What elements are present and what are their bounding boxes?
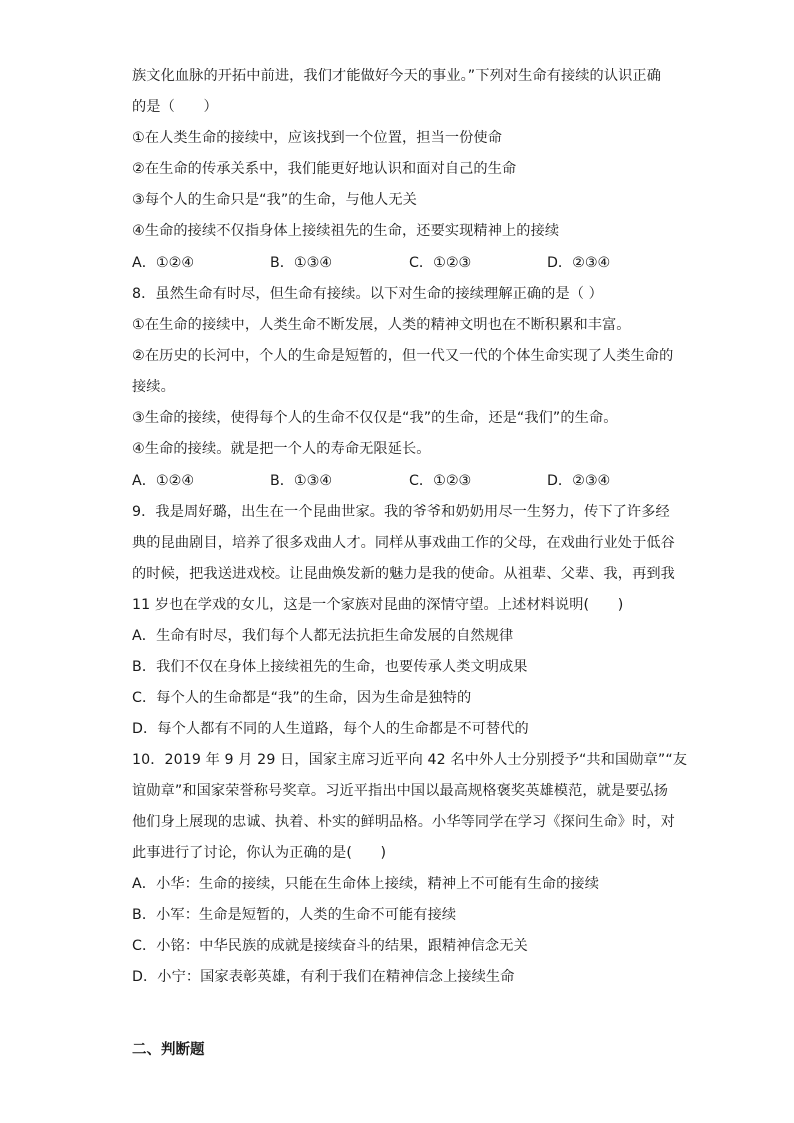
q8-stem: 8．虽然生命有时尽，但生命有接续。以下对生命的接续理解正确的是（ ）	[132, 286, 603, 302]
q7-option-d: D．②③④	[547, 255, 611, 271]
q8-option-c: C．①②③	[409, 473, 472, 489]
q10-choice-a: A．小华：生命的接续，只能在生命体上接续，精神上不可能有生命的接续	[132, 876, 600, 892]
q8-item-2: ②在历史的长河中，个人的生命是短暂的，但一代又一代的个体生命实现了人类生命的	[132, 348, 674, 364]
q10-stem-line-4: 此事进行了讨论，你认为正确的是( )	[132, 845, 387, 861]
q8-option-a: A．①②④	[132, 473, 195, 489]
q10-choice-d: D．小宁：国家表彰英雄，有利于我们在精神信念上接续生命	[132, 969, 515, 985]
q8-option-b: B．①③④	[270, 473, 333, 489]
q7-item-3: ③每个人的生命只是“我”的生命，与他人无关	[132, 192, 417, 208]
q8-item-1: ①在生命的接续中，人类生命不断发展，人类的精神文明也在不断积累和丰富。	[132, 317, 631, 333]
q9-choice-c: C．每个人的生命都是“我”的生命，因为生命是独特的	[132, 690, 472, 706]
q10-stem-line-3: 他们身上展现的忠诚、执着、朴实的鲜明品格。小华等同学在学习《探问生命》时，对	[132, 814, 675, 830]
q7-stem-cont: 族文化血脉的开拓中前进，我们才能做好今天的事业。”下列对生命有接续的认识正确	[132, 68, 661, 84]
q9-choice-b: B．我们不仅在身体上接续祖先的生命，也要传承人类文明成果	[132, 659, 528, 675]
q8-item-2-cont: 接续。	[132, 379, 175, 395]
q7-option-c: C．①②③	[409, 255, 472, 271]
q7-option-a: A．①②④	[132, 255, 195, 271]
q10-stem-line-1: 10．2019 年 9 月 29 日，国家主席习近平向 42 名中外人士分别授予“共和国勋章”“友	[132, 752, 688, 768]
q9-stem-line-4: 11 岁也在学戏的女儿，这是一个家族对昆曲的深情守望。上述材料说明( )	[132, 597, 624, 613]
q10-choice-c: C．小铭：中华民族的成就是接续奋斗的结果，跟精神信念无关	[132, 938, 528, 954]
q9-stem-line-2: 典的昆曲剧目，培养了很多戏曲人才。同样从事戏曲工作的父母，在戏曲行业处于低谷	[132, 535, 675, 551]
q7-stem-end: 的是（ ）	[132, 99, 218, 115]
q8-item-3: ③生命的接续，使得每个人的生命不仅仅是“我”的生命，还是“我们”的生命。	[132, 410, 618, 426]
q10-stem-line-2: 谊勋章”和国家荣誉称号奖章。习近平指出中国以最高规格褒奖英雄模范，就是要弘扬	[132, 783, 669, 799]
q9-stem-line-3: 的时候，把我送进戏校。让昆曲焕发新的魅力是我的使命。从祖辈、父辈、我，再到我	[132, 566, 675, 582]
q9-choice-a: A．生命有时尽，我们每个人都无法抗拒生命发展的自然规律	[132, 628, 514, 644]
q7-option-b: B．①③④	[270, 255, 333, 271]
q7-item-1: ①在人类生命的接续中，应该找到一个位置，担当一份使命	[132, 130, 503, 146]
section-title-judgment: 二、判断题	[132, 1042, 205, 1058]
q8-option-d: D．②③④	[547, 473, 611, 489]
q10-choice-b: B．小军：生命是短暂的，人类的生命不可能有接续	[132, 907, 457, 923]
q9-choice-d: D．每个人都有不同的人生道路，每个人的生命都是不可替代的	[132, 721, 529, 737]
q9-stem-line-1: 9．我是周好璐，出生在一个昆曲世家。我的爷爷和奶奶用尽一生努力，传下了许多经	[132, 504, 670, 520]
q8-item-4: ④生命的接续。就是把一个人的寿命无限延长。	[132, 441, 431, 457]
q7-item-2: ②在生命的传承关系中，我们能更好地认识和面对自己的生命	[132, 161, 517, 177]
q7-item-4: ④生命的接续不仅指身体上接续祖先的生命，还要实现精神上的接续	[132, 223, 560, 239]
